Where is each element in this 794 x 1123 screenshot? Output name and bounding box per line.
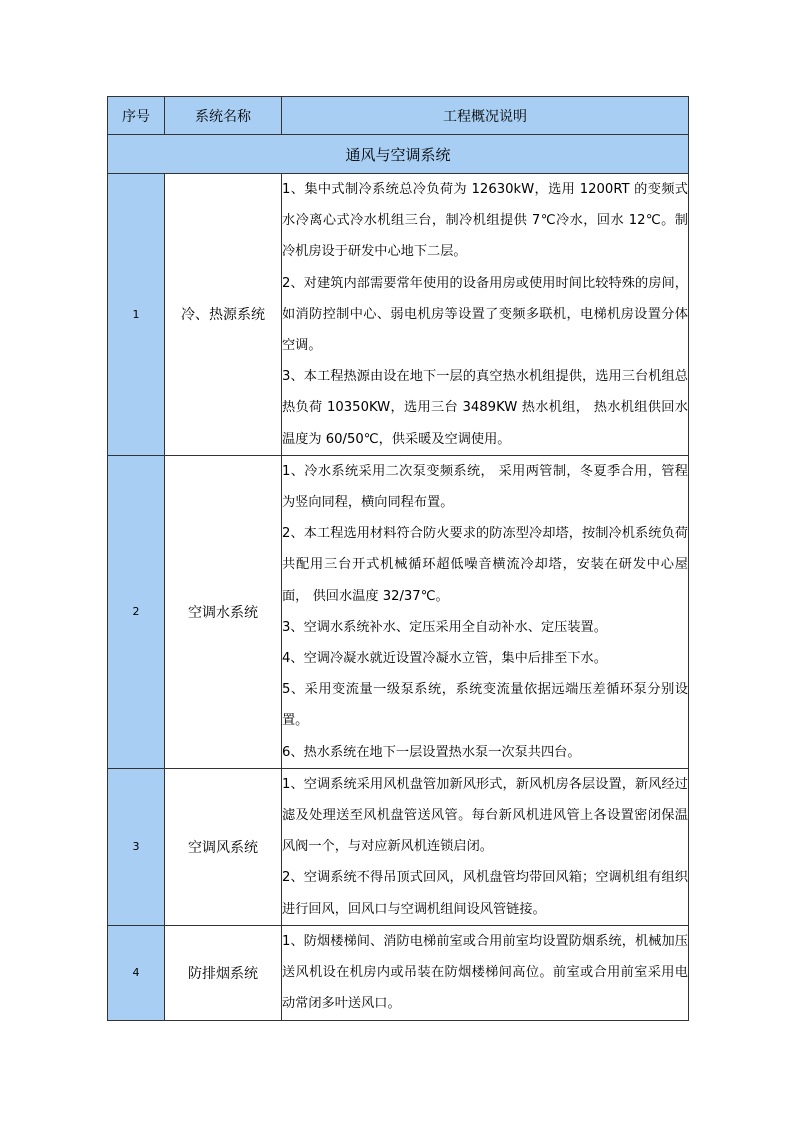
system-overview-table	[107, 96, 689, 1021]
description-paragraph: 5、采用变流量一级泵系统，系统变流量依据远端压差循环泵分别设置。	[282, 682, 688, 729]
description-paragraph: 1、集中式制冷系统总冷负荷为 12630kW，选用 1200RT 的变频式水冷离心式冷水机组三台，制冷机组提供 7℃冷水，回水 12℃。制冷机房设于研发中心地下二层。	[282, 182, 688, 260]
row-number: 1	[108, 174, 165, 456]
row-number: 2	[108, 455, 165, 768]
description-paragraph: 2、本工程选用材料符合防火要求的防冻型冷却塔，按制冷机系统负荷共配用三台开式机械循环超低噪音横流冷却塔，安装在研发中心屋面， 供回水温度 32/37℃。	[282, 526, 688, 604]
row-number: 3	[108, 768, 165, 925]
description-cell	[282, 455, 689, 768]
header-row	[108, 97, 689, 135]
table-row	[108, 768, 689, 925]
description-paragraph: 3、本工程热源由设在地下一层的真空热水机组提供，选用三台机组总热负荷 10350KW，选用三台 3489KW 热水机组， 热水机组供回水温度为 60/50℃，供采暖及空调使用。	[282, 369, 688, 447]
description-cell	[282, 768, 689, 925]
table-row	[108, 455, 689, 768]
system-name: 防排烟系统	[165, 925, 282, 1020]
description-paragraph: 4、空调冷凝水就近设置冷凝水立管，集中后排至下水。	[282, 651, 607, 667]
section-title: 通风与空调系统	[108, 135, 689, 174]
row-number: 4	[108, 925, 165, 1020]
system-name: 空调水系统	[165, 455, 282, 768]
system-name: 空调风系统	[165, 768, 282, 925]
header-index: 序号	[108, 97, 165, 135]
description-cell	[282, 925, 689, 1020]
header-system-name: 系统名称	[165, 97, 282, 135]
description-paragraph: 1、冷水系统采用二次泵变频系统， 采用两管制，冬夏季合用，管程为竖向同程，横向同程布置。	[282, 463, 688, 511]
description-paragraph: 2、对建筑内部需要常年使用的设备用房或使用时间比较特殊的房间，如消防控制中心、弱电机房等设置了变频多联机，电梯机房设置分体空调。	[282, 275, 688, 354]
table-row	[108, 174, 689, 456]
description-paragraph: 6、热水系统在地下一层设置热水泵一次泵共四台。	[282, 744, 581, 760]
table-row	[108, 925, 689, 1020]
description-paragraph: 3、空调水系统补水、定压采用全自动补水、定压装置。	[282, 619, 607, 635]
header-description: 工程概况说明	[282, 97, 689, 135]
section-row	[108, 135, 689, 174]
system-name: 冷、热源系统	[165, 174, 282, 456]
description-cell	[282, 174, 689, 456]
description-paragraph: 1、防烟楼梯间、消防电梯前室或合用前室均设置防烟系统，机械加压送风机设在机房内或吊装在防烟楼梯间高位。前室或合用前室采用电动常闭多叶送风口。	[282, 933, 688, 1012]
description-paragraph: 2、空调系统不得吊顶式回风，风机盘管均带回风箱；空调机组有组织进行回风，回风口与空调机组间设风管链接。	[282, 870, 688, 917]
description-paragraph: 1、空调系统采用风机盘管加新风形式，新风机房各层设置，新风经过滤及处理送至风机盘管送风管。每台新风机进风管上各设置密闭保温风阀一个，与对应新风机连锁启闭。	[282, 776, 688, 855]
